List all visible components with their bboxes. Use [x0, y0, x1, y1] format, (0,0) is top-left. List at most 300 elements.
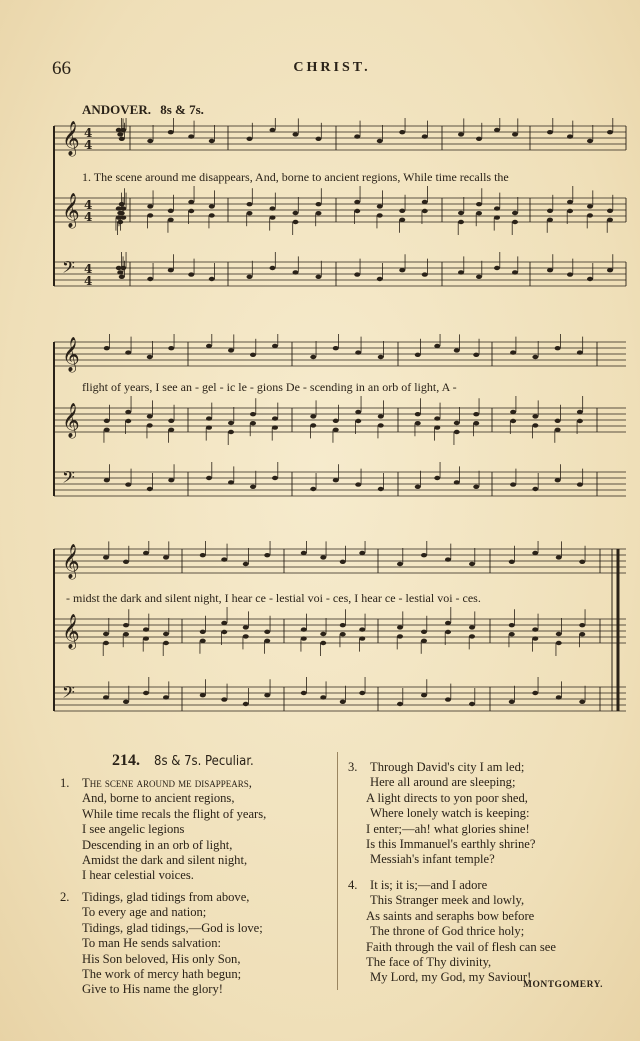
- note-head: [355, 410, 361, 414]
- treble-clef: 𝄞: [62, 337, 80, 372]
- note-head: [509, 623, 515, 627]
- note-head: [354, 272, 360, 276]
- note-head: [445, 557, 451, 561]
- treble-clef: 𝄞: [62, 403, 80, 438]
- note-head: [577, 482, 583, 486]
- note-head: [579, 623, 585, 627]
- note-head: [247, 137, 253, 141]
- note-head: [399, 218, 405, 222]
- stanza-line: I see angelic legions: [82, 822, 185, 837]
- note-head: [301, 691, 307, 695]
- note-head: [120, 215, 126, 219]
- note-head: [473, 412, 479, 416]
- note-head: [556, 695, 562, 699]
- note-head: [320, 632, 326, 636]
- note-head: [579, 700, 585, 704]
- note-head: [510, 482, 516, 486]
- note-head: [567, 272, 573, 276]
- note-head: [125, 482, 131, 486]
- note-head: [577, 419, 583, 423]
- note-head: [378, 355, 384, 359]
- note-head: [476, 211, 482, 215]
- stanza-4: [348, 878, 556, 986]
- note-head: [547, 209, 553, 213]
- note-head: [147, 213, 153, 217]
- note-head: [143, 636, 149, 640]
- note-head: [454, 348, 460, 352]
- note-head: [316, 275, 322, 279]
- stanza-line: Is this Immanuel's earthly shrine?: [366, 837, 536, 852]
- page-number: 66: [52, 58, 71, 79]
- note-head: [510, 419, 516, 423]
- note-head: [555, 478, 561, 482]
- note-head: [607, 209, 613, 213]
- note-head: [301, 551, 307, 555]
- note-head: [476, 275, 482, 279]
- note-head: [119, 202, 125, 206]
- note-head: [123, 560, 129, 564]
- note-head: [421, 553, 427, 557]
- stanza-3: [348, 760, 535, 868]
- stanza-line: It is; it is;—and I adore: [370, 878, 488, 892]
- note-head: [378, 414, 384, 418]
- note-head: [445, 621, 451, 625]
- note-head: [247, 211, 253, 215]
- note-head: [587, 139, 593, 143]
- note-head: [333, 478, 339, 482]
- note-head: [119, 137, 125, 141]
- note-head: [473, 421, 479, 425]
- note-head: [123, 623, 129, 627]
- stanza-line: Here all around are sleeping;: [370, 775, 516, 790]
- note-head: [397, 702, 403, 706]
- note-head: [359, 551, 365, 555]
- note-head: [333, 428, 339, 432]
- note-head: [264, 553, 270, 557]
- note-head: [147, 355, 153, 359]
- tune-name: ANDOVER.: [82, 102, 151, 117]
- note-head: [188, 272, 194, 276]
- note-head: [320, 695, 326, 699]
- note-head: [512, 211, 518, 215]
- note-head: [556, 632, 562, 636]
- note-head: [310, 355, 316, 359]
- lyric-line-2: flight of years, I see an - gel - ic le - gions De - scending in an orb of light, A -: [82, 380, 457, 394]
- note-head: [587, 204, 593, 208]
- note-head: [272, 344, 278, 348]
- bass-clef: 𝄢: [62, 467, 75, 491]
- note-head: [512, 270, 518, 274]
- note-head: [445, 697, 451, 701]
- note-head: [200, 639, 206, 643]
- stanza-line: And, borne to ancient regions,: [82, 791, 235, 806]
- note-head: [310, 423, 316, 427]
- note-head: [209, 213, 215, 217]
- note-head: [272, 476, 278, 480]
- hymn-number: 214.: [112, 752, 140, 769]
- note-head: [243, 562, 249, 566]
- note-head: [103, 555, 109, 559]
- note-head: [377, 139, 383, 143]
- note-head: [359, 636, 365, 640]
- note-head: [377, 277, 383, 281]
- running-head: [52, 58, 612, 82]
- note-head: [454, 430, 460, 434]
- note-head: [147, 277, 153, 281]
- note-head: [532, 414, 538, 418]
- stanza-line: I enter;—ah! what glories shine!: [366, 821, 530, 836]
- note-head: [421, 693, 427, 697]
- note-head: [163, 555, 169, 559]
- note-head: [415, 485, 421, 489]
- note-head: [103, 632, 109, 636]
- note-head: [163, 695, 169, 699]
- note-head: [422, 200, 428, 204]
- note-head: [355, 482, 361, 486]
- note-head: [147, 139, 153, 143]
- stanza-line: While time recals the flight of years,: [82, 806, 267, 821]
- music-system-3: [52, 541, 630, 723]
- note-head: [320, 641, 326, 645]
- score-svg-1: [52, 118, 630, 298]
- stanza-2: [60, 890, 263, 998]
- time-signature: 4: [84, 274, 93, 288]
- hymn-meter: 8s & 7s. Peculiar.: [154, 754, 254, 769]
- note-head: [434, 416, 440, 420]
- note-head: [510, 410, 516, 414]
- score-svg-3: [52, 541, 630, 723]
- note-head: [293, 211, 299, 215]
- note-head: [340, 700, 346, 704]
- note-head: [397, 562, 403, 566]
- note-head: [340, 632, 346, 636]
- note-head: [119, 211, 125, 215]
- note-head: [567, 200, 573, 204]
- note-head: [333, 419, 339, 423]
- note-head: [378, 423, 384, 427]
- note-head: [270, 215, 276, 219]
- column-divider: [337, 752, 338, 990]
- note-head: [454, 480, 460, 484]
- stanza-line: Tidings, glad tidings,—God is love;: [82, 920, 263, 935]
- note-head: [397, 625, 403, 629]
- note-head: [532, 627, 538, 631]
- note-head: [147, 204, 153, 208]
- note-head: [120, 266, 126, 270]
- stanza-line: Faith through the vail of flesh can see: [366, 939, 556, 954]
- tune-header: [82, 102, 204, 118]
- note-head: [434, 344, 440, 348]
- stanza-line: Give to His name the glory!: [82, 982, 223, 997]
- note-head: [272, 416, 278, 420]
- note-head: [567, 209, 573, 213]
- lyric-line-1: 1. The scene around me disappears, And, borne to ancient regions, While time recalls the: [82, 170, 509, 184]
- note-head: [434, 476, 440, 480]
- note-head: [209, 204, 215, 208]
- note-head: [147, 414, 153, 418]
- note-head: [104, 478, 110, 482]
- time-signature: 4: [84, 126, 93, 140]
- note-head: [104, 419, 110, 423]
- note-head: [143, 627, 149, 631]
- note-head: [163, 632, 169, 636]
- music-system-1: [52, 118, 630, 298]
- note-head: [494, 215, 500, 219]
- treble-clef: 𝄞: [62, 614, 80, 649]
- note-head: [340, 560, 346, 564]
- note-head: [421, 630, 427, 634]
- note-head: [359, 627, 365, 631]
- note-head: [119, 275, 125, 279]
- note-head: [120, 206, 126, 210]
- stanza-line: A light directs to yon poor shed,: [366, 790, 528, 805]
- note-head: [188, 209, 194, 213]
- music-system-2: [52, 334, 630, 506]
- note-head: [359, 691, 365, 695]
- note-head: [247, 275, 253, 279]
- stanza-line: To every age and nation;: [82, 905, 207, 920]
- note-head: [397, 634, 403, 638]
- note-head: [123, 632, 129, 636]
- note-head: [607, 268, 613, 272]
- note-head: [445, 630, 451, 634]
- section-title: CHRIST.: [293, 60, 371, 75]
- stanza-line: To man He sends salvation:: [82, 936, 222, 951]
- note-head: [469, 634, 475, 638]
- note-head: [355, 419, 361, 423]
- note-head: [188, 134, 194, 138]
- note-head: [147, 487, 153, 491]
- note-head: [270, 128, 276, 132]
- note-head: [206, 416, 212, 420]
- stanza-number: 1.: [60, 776, 70, 790]
- note-head: [264, 639, 270, 643]
- stanza-line: The throne of God thrice holy;: [370, 924, 525, 939]
- time-signature: 4: [84, 198, 93, 212]
- note-head: [399, 209, 405, 213]
- note-head: [476, 202, 482, 206]
- note-head: [316, 202, 322, 206]
- note-head: [264, 693, 270, 697]
- note-head: [243, 625, 249, 629]
- note-head: [168, 218, 174, 222]
- stanza-number: 3.: [348, 760, 358, 774]
- note-head: [577, 350, 583, 354]
- note-head: [415, 421, 421, 425]
- note-head: [399, 130, 405, 134]
- stanza-line: This Stranger meek and lowly,: [370, 893, 525, 908]
- note-head: [476, 137, 482, 141]
- note-head: [243, 702, 249, 706]
- note-head: [532, 487, 538, 491]
- note-head: [577, 410, 583, 414]
- note-head: [228, 348, 234, 352]
- note-head: [509, 560, 515, 564]
- note-head: [512, 220, 518, 224]
- note-head: [310, 487, 316, 491]
- note-head: [250, 353, 256, 357]
- note-head: [378, 487, 384, 491]
- note-head: [188, 200, 194, 204]
- bass-clef: 𝄢: [62, 257, 75, 281]
- time-signature: 4: [84, 262, 93, 276]
- tune-meter: 8s & 7s.: [160, 102, 204, 117]
- note-head: [125, 419, 131, 423]
- note-head: [333, 346, 339, 350]
- note-head: [458, 132, 464, 136]
- stanza-line: The face of Thy divinity,: [366, 955, 492, 970]
- note-head: [473, 353, 479, 357]
- note-head: [125, 350, 131, 354]
- note-head: [532, 423, 538, 427]
- note-head: [221, 630, 227, 634]
- note-head: [587, 213, 593, 217]
- treble-clef: 𝄞: [62, 121, 80, 156]
- note-head: [434, 425, 440, 429]
- note-head: [494, 128, 500, 132]
- note-head: [458, 220, 464, 224]
- note-head: [469, 562, 475, 566]
- stanza-line: As saints and seraphs bow before: [366, 908, 535, 923]
- note-head: [209, 277, 215, 281]
- note-head: [168, 428, 174, 432]
- author-credit: MONTGOMERY.: [523, 980, 604, 990]
- note-head: [221, 621, 227, 625]
- note-head: [103, 641, 109, 645]
- note-head: [532, 355, 538, 359]
- note-head: [555, 346, 561, 350]
- note-head: [120, 128, 126, 132]
- stanza-line: Amidst the dark and silent night,: [82, 853, 248, 868]
- note-head: [206, 476, 212, 480]
- note-head: [547, 218, 553, 222]
- note-head: [532, 691, 538, 695]
- note-head: [320, 555, 326, 559]
- note-head: [469, 625, 475, 629]
- note-head: [206, 344, 212, 348]
- bass-clef: 𝄢: [62, 682, 75, 706]
- stanza-line: Descending in an orb of light,: [82, 837, 233, 852]
- time-signature: 4: [84, 210, 93, 224]
- note-head: [163, 641, 169, 645]
- note-head: [209, 139, 215, 143]
- note-head: [247, 202, 253, 206]
- note-head: [567, 134, 573, 138]
- note-head: [168, 346, 174, 350]
- lyric-line-3: - midst the dark and silent night, I hear ce - lestial voi - ces, I hear ce - lestial voi - ces.: [66, 591, 481, 605]
- note-head: [168, 209, 174, 213]
- note-head: [272, 425, 278, 429]
- note-head: [221, 697, 227, 701]
- note-head: [200, 553, 206, 557]
- note-head: [422, 272, 428, 276]
- note-head: [458, 270, 464, 274]
- note-head: [556, 555, 562, 559]
- note-head: [264, 630, 270, 634]
- note-head: [421, 639, 427, 643]
- note-head: [532, 636, 538, 640]
- note-head: [168, 268, 174, 272]
- note-head: [293, 132, 299, 136]
- note-head: [301, 636, 307, 640]
- note-head: [168, 130, 174, 134]
- note-head: [270, 206, 276, 210]
- note-head: [250, 412, 256, 416]
- stanza-line: My Lord, my God, my Saviour!: [370, 970, 532, 985]
- note-head: [494, 206, 500, 210]
- note-head: [103, 695, 109, 699]
- note-head: [354, 209, 360, 213]
- note-head: [607, 130, 613, 134]
- treble-clef: 𝄞: [62, 544, 80, 579]
- treble-clef: 𝄞: [62, 193, 80, 228]
- note-head: [293, 270, 299, 274]
- note-head: [355, 350, 361, 354]
- note-head: [117, 270, 123, 274]
- note-head: [509, 700, 515, 704]
- hymn-heading: [112, 752, 332, 770]
- note-head: [123, 700, 129, 704]
- stanza-line: Through David's city I am led;: [370, 760, 525, 774]
- note-head: [168, 478, 174, 482]
- note-head: [607, 218, 613, 222]
- note-head: [168, 419, 174, 423]
- note-head: [200, 630, 206, 634]
- stanza-line: Tidings, glad tidings from above,: [82, 890, 250, 904]
- stanza-number: 2.: [60, 890, 70, 904]
- score-svg-2: [52, 334, 630, 506]
- note-head: [354, 200, 360, 204]
- note-head: [228, 430, 234, 434]
- note-head: [206, 425, 212, 429]
- note-head: [547, 130, 553, 134]
- note-head: [143, 691, 149, 695]
- note-head: [473, 485, 479, 489]
- note-head: [316, 137, 322, 141]
- note-head: [547, 268, 553, 272]
- stanza-line: Where lonely watch is keeping:: [370, 806, 530, 821]
- stanza-line: The work of mercy hath begun;: [82, 967, 242, 982]
- note-head: [117, 132, 123, 136]
- note-head: [200, 693, 206, 697]
- note-head: [494, 266, 500, 270]
- note-head: [556, 641, 562, 645]
- note-head: [422, 209, 428, 213]
- note-head: [354, 134, 360, 138]
- note-head: [399, 268, 405, 272]
- note-head: [340, 623, 346, 627]
- note-head: [458, 211, 464, 215]
- note-head: [555, 428, 561, 432]
- note-head: [104, 428, 110, 432]
- note-head: [147, 423, 153, 427]
- stanza-line: I hear celestial voices.: [82, 868, 194, 883]
- note-head: [228, 480, 234, 484]
- note-head: [293, 220, 299, 224]
- note-head: [510, 350, 516, 354]
- note-head: [415, 412, 421, 416]
- note-head: [555, 419, 561, 423]
- note-head: [250, 485, 256, 489]
- note-head: [143, 551, 149, 555]
- note-head: [512, 132, 518, 136]
- note-head: [422, 134, 428, 138]
- time-signature: 4: [84, 138, 93, 152]
- stanza-line: His Son beloved, His only Son,: [82, 951, 241, 966]
- note-head: [377, 213, 383, 217]
- note-head: [104, 346, 110, 350]
- note-head: [532, 551, 538, 555]
